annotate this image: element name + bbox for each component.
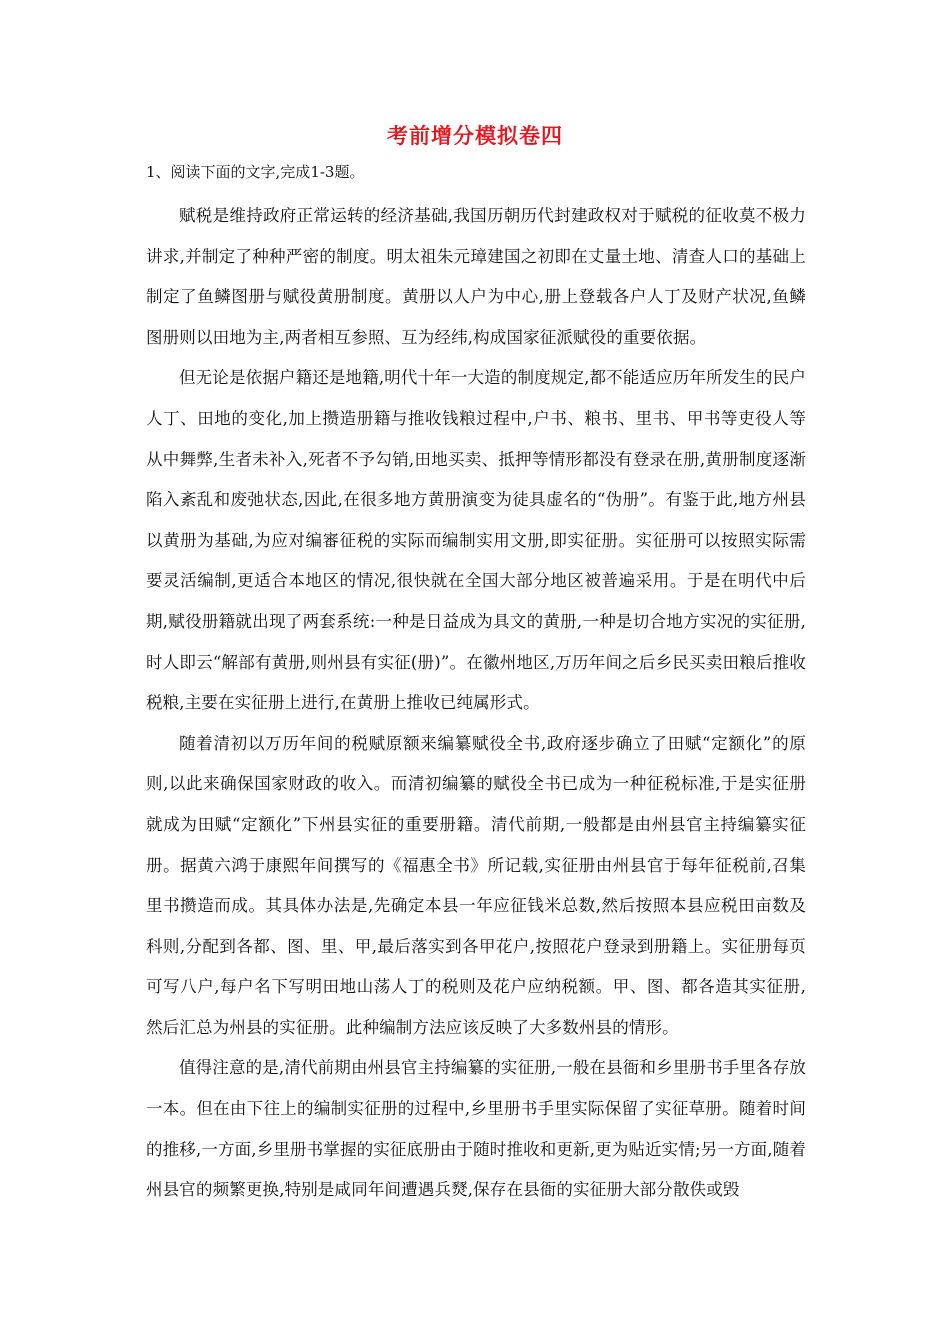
document-title: 考前增分模拟卷四 bbox=[387, 124, 563, 148]
passage-paragraph-1: 赋税是维持政府正常运转的经济基础,我国历朝历代封建政权对于赋税的征收莫不极力讲求,并制定了种种严密的制度。明太祖朱元璋建国之初即在丈量土地、清查人口的基础上制定了鱼鳞图册与赋役黄册制度。黄册以人户为中心,册上登载各户人丁及财产状况,鱼鳞图册则以田地为主,两者相互参照、互为经纬,构成国家征派赋役的重要依据。 bbox=[146, 206, 806, 347]
passage-paragraph-2: 但无论是依据户籍还是地籍,明代十年一大造的制度规定,都不能适应历年所发生的民户人丁、田地的变化,加上攒造册籍与推收钱粮过程中,户书、粮书、里书、甲书等吏役人等从中舞弊,生者未补入,死者不予勾销,田地买卖、抵押等情形都没有登录在册,黄册制度逐渐陷入紊乱和废弛状态,因此,在很多地方黄册演变为徒具虚名的“伪册”。有鉴于此,地方州县以黄册为基础,为应对编審征税的实际而编制实用文册,即实征册。实征册可以按照实际需要灵活编制,更适合本地区的情况,很快就在全国大部分地区被普遍采用。于是在明代中后期,赋役册籍就出现了两套系统:一种是日益成为具文的黄册,一种是切合地方实况的实征册,时人即云“解部有黄册,则州县有实征(册)”。在徽州地区,万历年间之后乡民买卖田粮后推收税粮,主要在实征册上进行,在黄册上推收已纯属形式。 bbox=[146, 368, 806, 713]
passage-paragraph-3: 随着清初以万历年间的税赋原额来编纂赋役全书,政府逐步确立了田赋“定额化”的原则,以此来确保国家财政的收入。而清初编纂的赋役全书已成为一种征税标准,于是实征册就成为田赋“定额化”下州县实征的重要册籍。清代前期,一般都是由州县官主持编纂实征册。据黄六鸿于康熙年间撰写的《福惠全书》所记载,实征册由州县官于每年征税前,召集里书攒造而成。其具体办法是,先确定本县一年应征钱米总数,然后按照本县应税田亩数及科则,分配到各都、图、里、甲,最后落实到各甲花户,按照花户登录到册籍上。实征册每页可写八户,每户名下写明田地山荡人丁的税则及花户应纳税额。甲、图、都各造其实征册,然后汇总为州县的实征册。此种编制方法应该反映了大多数州县的情形。 bbox=[146, 733, 806, 1037]
passage bbox=[146, 196, 806, 1211]
passage-paragraph-4: 值得注意的是,清代前期由州县官主持编纂的实征册,一般在县衙和乡里册书手里各存放一本。但在由下往上的编制实征册的过程中,乡里册书手里实际保留了实征草册。随着时间的推移,一方面,乡里册书掌握的实征底册由于随时推收和更新,更为贴近实情;另一方面,随着州县官的频繁更换,特别是咸同年间遭遇兵燹,保存在县衙的实征册大部分散佚或毁 bbox=[146, 1058, 806, 1200]
question-intro: 1、阅读下面的文字,完成1-3题。 bbox=[146, 163, 365, 181]
